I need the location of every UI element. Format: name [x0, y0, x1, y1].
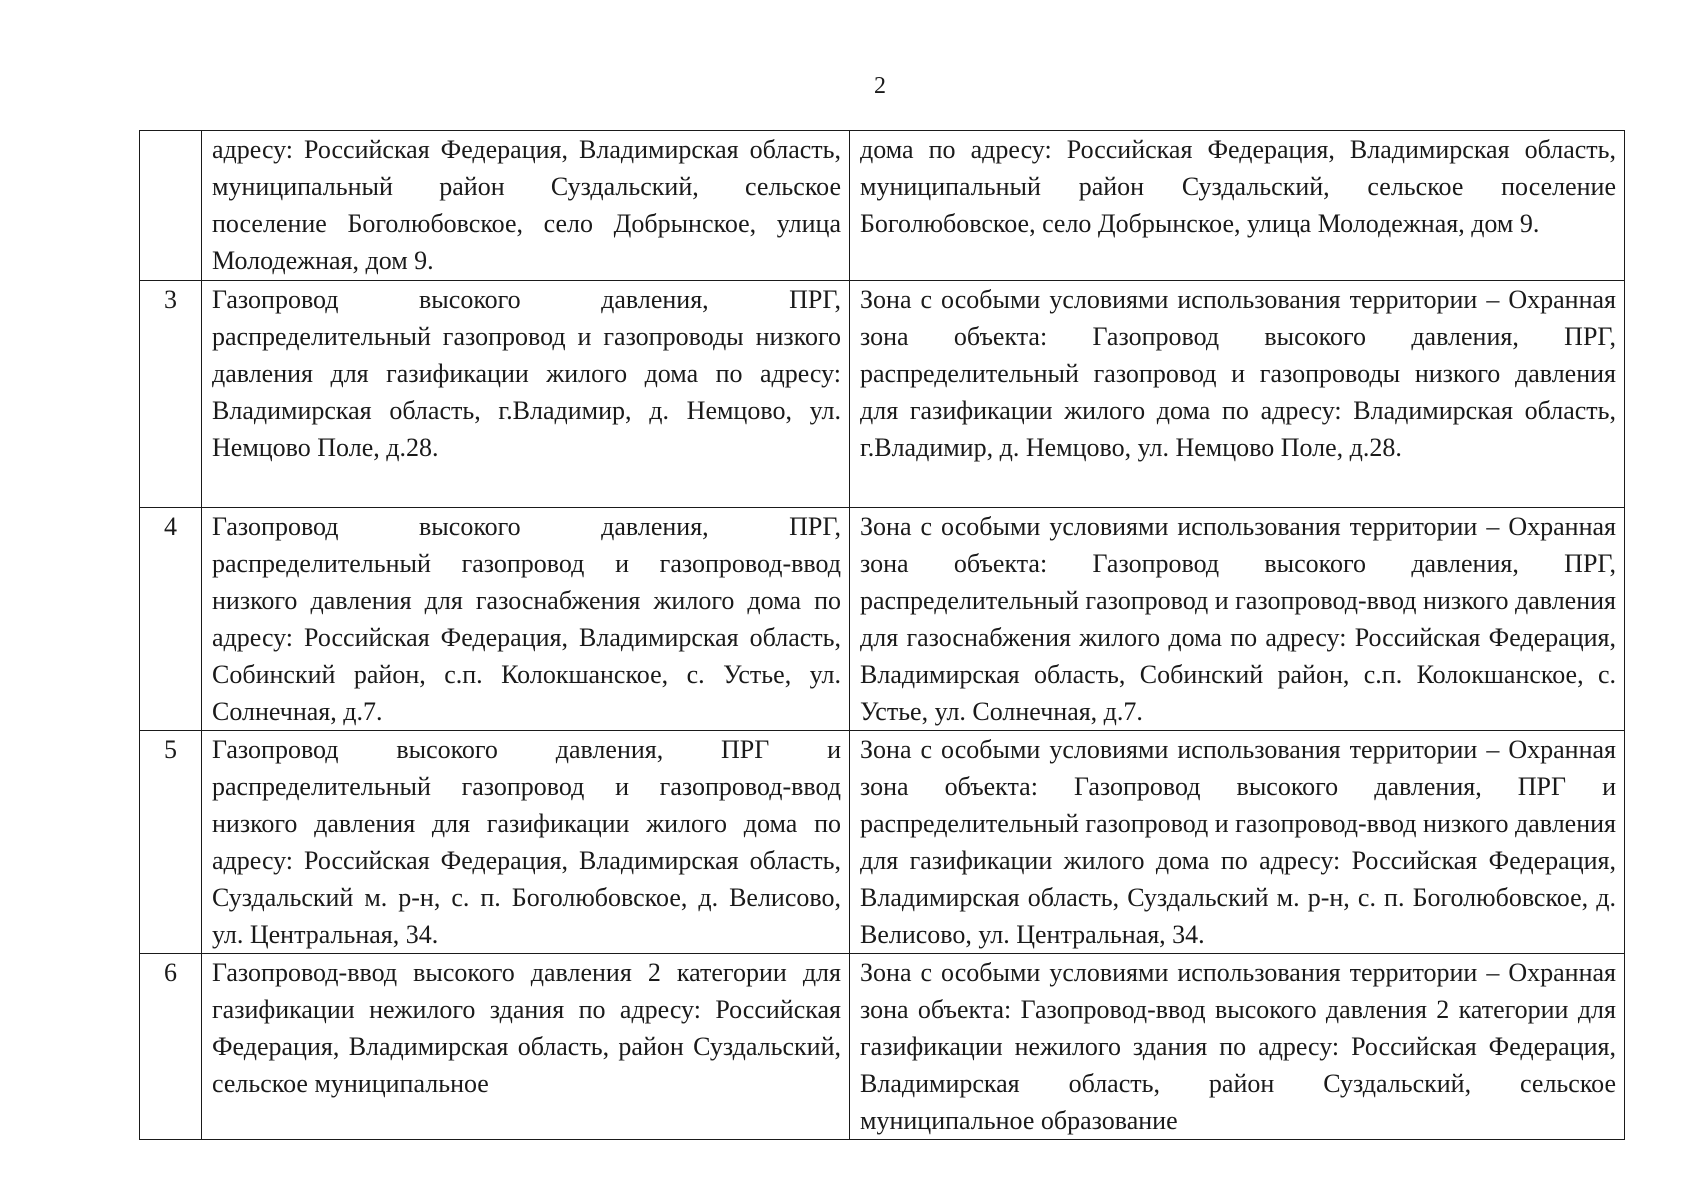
row-number: 5 — [140, 731, 202, 954]
table-row — [140, 731, 1625, 954]
object-description: Газопровод высокого давления, ПРГ, распределительный газопровод и газопроводы низкого давления для газификации жилого дома по адресу: Владимирская область, г.Владимир, д. Немцово, ул. Немцово Поле, д.28. — [202, 281, 850, 508]
zone-description: Зона с особыми условиями использования территории – Охранная зона объекта: Газопровод высокого давления, ПРГ, распределительный газопровод и газопроводы низкого давления для газификации жилого дома по адресу: Владимирская область, г.Владимир, д. Немцово, ул. Немцово Поле, д.28. — [850, 281, 1625, 508]
zone-description: Зона с особыми условиями использования территории – Охранная зона объекта: Газопровод-ввод высокого давления 2 категории для газификации нежилого здания по адресу: Российская Федерация, Владимирская область, район Суздальский, сельское муниципальное образование — [850, 954, 1625, 1140]
row-number — [140, 131, 202, 281]
object-description: адресу: Российская Федерация, Владимирская область, муниципальный район Суздальский, сельское поселение Боголюбовское, село Добрынское, улица Молодежная, дом 9. — [202, 131, 850, 281]
table-row — [140, 508, 1625, 731]
zone-description: Зона с особыми условиями использования территории – Охранная зона объекта: Газопровод высокого давления, ПРГ и распределительный газопровод и газопровод-ввод низкого давления для газификации жилого дома по адресу: Российская Федерация, Владимирская область, Суздальский м. р-н, с. п. Боголюбовское, д. Велисово, ул. Центральная, 34. — [850, 731, 1625, 954]
object-description: Газопровод высокого давления, ПРГ, распределительный газопровод и газопровод-ввод низкого давления для газоснабжения жилого дома по адресу: Российская Федерация, Владимирская область, Собинский район, с.п. Колокшанское, с. Устье, ул. Солнечная, д.7. — [202, 508, 850, 731]
zones-table — [139, 130, 1625, 1140]
object-description: Газопровод высокого давления, ПРГ и распределительный газопровод и газопровод-ввод низкого давления для газификации жилого дома по адресу: Российская Федерация, Владимирская область, Суздальский м. р-н, с. п. Боголюбовское, д. Велисово, ул. Центральная, 34. — [202, 731, 850, 954]
table-row — [140, 281, 1625, 508]
table-row — [140, 131, 1625, 281]
zone-description: дома по адресу: Российская Федерация, Владимирская область, муниципальный район Суздальский, сельское поселение Боголюбовское, село Добрынское, улица Молодежная, дом 9. — [850, 131, 1625, 281]
table-row — [140, 954, 1625, 1140]
zone-description: Зона с особыми условиями использования территории – Охранная зона объекта: Газопровод высокого давления, ПРГ, распределительный газопровод и газопровод-ввод низкого давления для газоснабжения жилого дома по адресу: Российская Федерация, Владимирская область, Собинский район, с.п. Колокшанское, с. Устье, ул. Солнечная, д.7. — [850, 508, 1625, 731]
object-description: Газопровод-ввод высокого давления 2 категории для газификации нежилого здания по адресу: Российская Федерация, Владимирская область, район Суздальский, сельское муниципальное — [202, 954, 850, 1140]
page-number: 2 — [874, 73, 886, 99]
row-number: 4 — [140, 508, 202, 731]
row-number: 6 — [140, 954, 202, 1140]
row-number: 3 — [140, 281, 202, 508]
